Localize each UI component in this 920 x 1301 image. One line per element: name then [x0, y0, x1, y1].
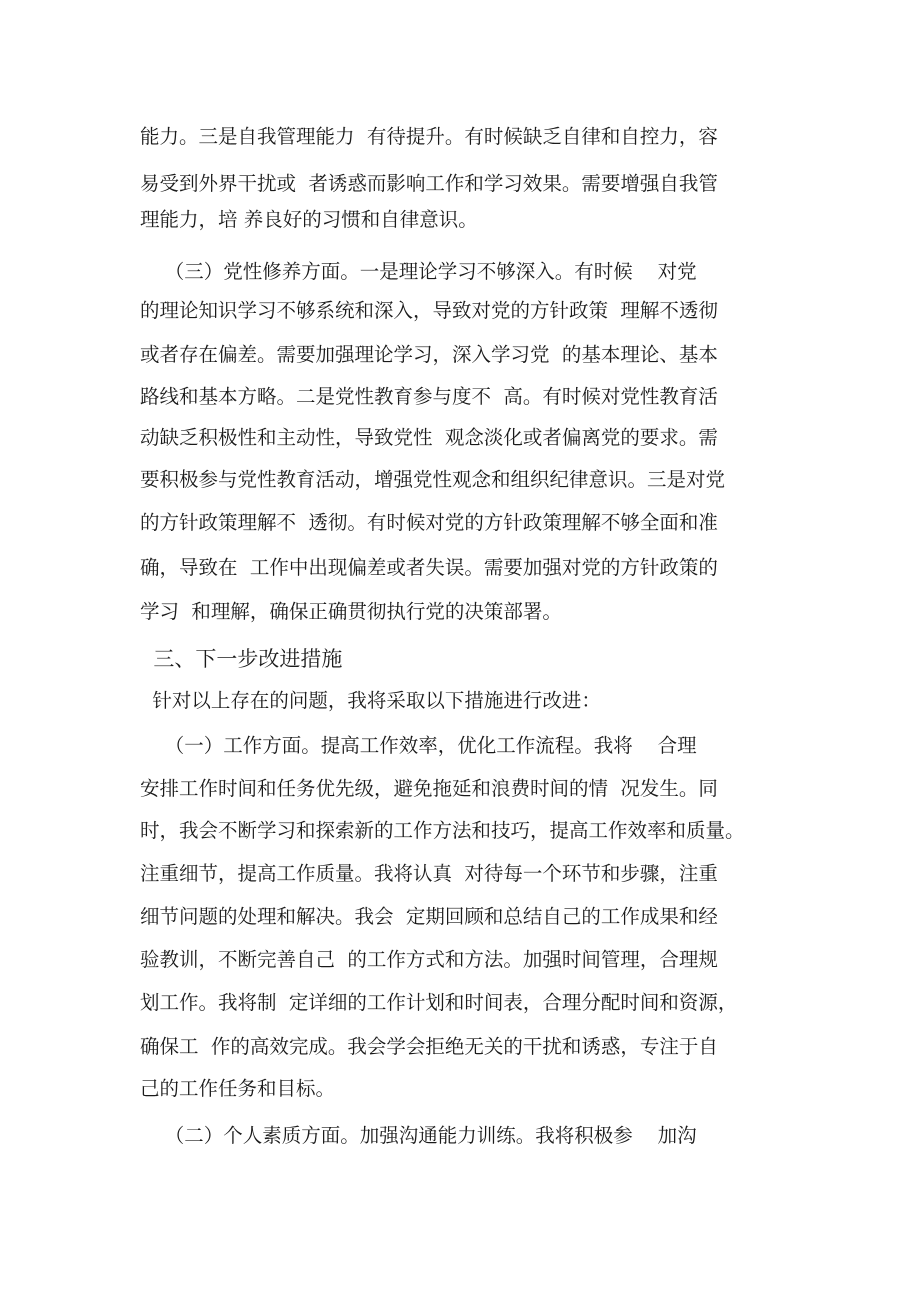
text-line: 的理论知识学习不够系统和深入，导致对党的方针政策 理解不透彻 — [140, 299, 718, 322]
text-line: 能力。三是自我管理能力 有待提升。有时候缺乏自律和自控力，容 — [140, 125, 718, 148]
text-line: 验教训，不断完善自己 的工作方式和方法。加强时间管理，合理规 — [140, 948, 718, 971]
text-line: 划工作。我将制 定详细的工作计划和时间表，合理分配时间和资源， — [140, 991, 738, 1014]
text-line: （二）个人素质方面。加强沟通能力训练。我将积极参 加沟 — [140, 1124, 697, 1147]
text-line: 安排工作时间和任务优先级，避免拖延和浪费时间的情 况发生。同 — [140, 777, 718, 800]
text-line: 针对以上存在的问题，我将采取以下措施进行改进： — [140, 689, 601, 712]
text-line: 确保工 作的高效完成。我会学会拒绝无关的干扰和诱惑，专注于自 — [140, 1035, 718, 1058]
text-line: 或者存在偏差。需要加强理论学习，深入学习党 的基本理论、基本 — [140, 343, 718, 366]
text-line: 注重细节，提高工作质量。我将认真 对待每一个环节和步骤，注重 — [140, 862, 718, 885]
text-line: 学习 和理解，确保正确贯彻执行党的决策部署。 — [140, 600, 562, 623]
text-line: 理能力，培 养良好的习惯和自律意识。 — [140, 208, 478, 231]
text-line: 路线和基本方略。二是党性教育参与度不 高。有时候对党性教育活 — [140, 385, 718, 408]
text-line: 时，我会不断学习和探索新的工作方法和技巧，提高工作效率和质量。 — [140, 819, 745, 842]
text-line: 动缺乏积极性和主动性，导致党性 观念淡化或者偏离党的要求。需 — [140, 426, 718, 449]
text-line: （一）工作方面。提高工作效率，优化工作流程。我将 合理 — [140, 734, 697, 757]
text-line: 己的工作任务和目标。 — [140, 1077, 336, 1100]
text-line: （三）党性修养方面。一是理论学习不够深入。有时候 对党 — [140, 260, 697, 283]
text-line: 确，导致在 工作中出现偏差或者失误。需要加强对党的方针政策的 — [140, 556, 718, 579]
section-heading: 三、下一步改进措施 — [140, 647, 343, 671]
text-line: 细节问题的处理和解决。我会 定期回顾和总结自己的工作成果和经 — [140, 905, 718, 928]
text-line: 易受到外界干扰或 者诱惑而影响工作和学习效果。需要增强自我管 — [140, 172, 718, 195]
text-line: 要积极参与党性教育活动，增强党性观念和组织纪律意识。三是对党 — [140, 468, 726, 491]
text-line: 的方针政策理解不 透彻。有时候对党的方针政策理解不够全面和准 — [140, 511, 718, 534]
